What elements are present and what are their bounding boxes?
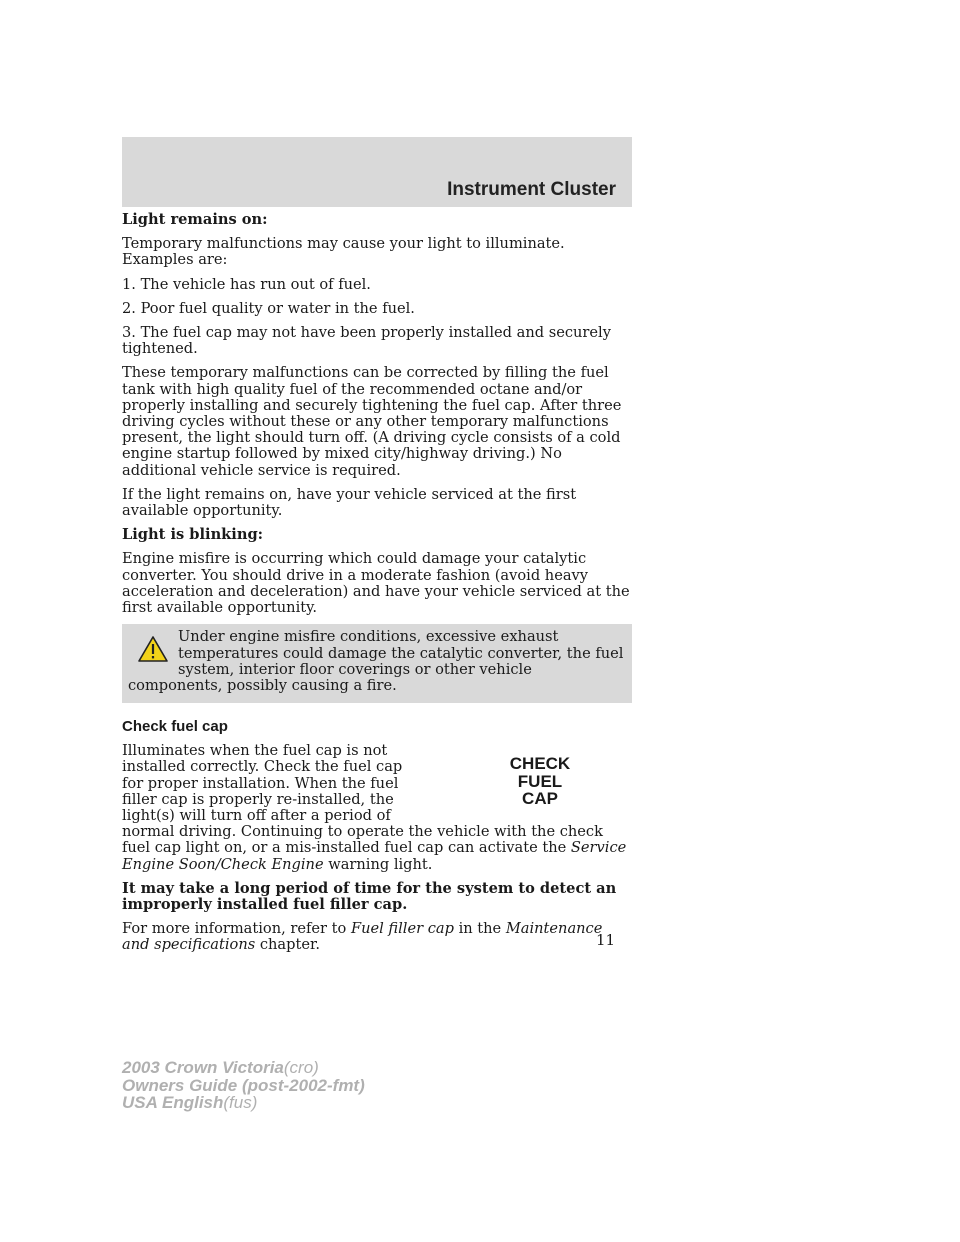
body-paragraph: If the light remains on, have your vehicle serviced at the first available opportunity. [122, 485, 577, 520]
list-item: 2. Poor fuel quality or water in the fuel. [122, 299, 415, 317]
body-paragraph: These temporary malfunctions can be corrected by filling the fuel tank with high quality fuel of the recommended octane and/or properly installing and securely tightening the fuel cap. After three driving cycles without these or any other temporary malfunctions present, the light should turn off. (A driving cycle consists of a cold engine startup followed by mixed city/highway driving.) No additional vehicle service is required. [122, 364, 622, 479]
list-item: 1. The vehicle has run out of fuel. [122, 275, 371, 293]
intro-paragraph: Temporary malfunctions may cause your light to illuminate. Examples are: [122, 235, 565, 269]
page-content [122, 212, 632, 962]
check-fuel-cap-icon [490, 755, 590, 808]
heading-light-blinking: Light is blinking: [122, 526, 264, 544]
section-title: Instrument Cluster [447, 179, 616, 200]
warning-box [122, 624, 632, 703]
warning-triangle-icon [128, 629, 178, 665]
page-number: 11 [596, 931, 616, 949]
footer: 2003 Crown Victoria(cro) Owners Guide (post-2002-fmt) USA English(fus) [122, 1058, 365, 1112]
warning-text: Under engine misfire conditions, excessive exhaust temperatures could damage the catalytic converter, the fuel system, interior floor coverings or other vehicle components, possibly causing a fire. [128, 628, 624, 695]
check-fuel-cap-indicator [422, 755, 632, 815]
indicator-line: CHECK [509, 754, 571, 774]
indicator-line: CAP [522, 789, 558, 809]
bold-note: It may take a long period of time for the system to detect an improperly installed fuel filler cap. [122, 879, 617, 913]
list-item: 3. The fuel cap may not have been properly installed and securely tightened. [122, 324, 611, 358]
body-paragraph: Illuminates when the fuel cap is not installed correctly. Check the fuel cap for proper installation. When the fuel filler cap is properly re-installed, the light(s) will turn off after a period of normal driving. Continuing to operate the vehicle with the check fuel cap light on, or a mis-installed fuel cap can activate the Service Engine Soon/Check Engine warning light. [122, 742, 627, 873]
heading-check-fuel-cap: Check fuel cap [122, 717, 228, 735]
header-band [122, 137, 632, 207]
indicator-line: FUEL [517, 771, 563, 791]
heading-light-remains-on: Light remains on: [122, 211, 268, 228]
body-paragraph: Engine misfire is occurring which could damage your catalytic converter. You should drive in a moderate fashion (avoid heavy acceleration and deceleration) and have your vehicle serviced at the first available opportunity. [122, 550, 630, 617]
reference-paragraph: For more information, refer to Fuel filler cap in the Maintenance and specifications chapter. [122, 920, 603, 954]
